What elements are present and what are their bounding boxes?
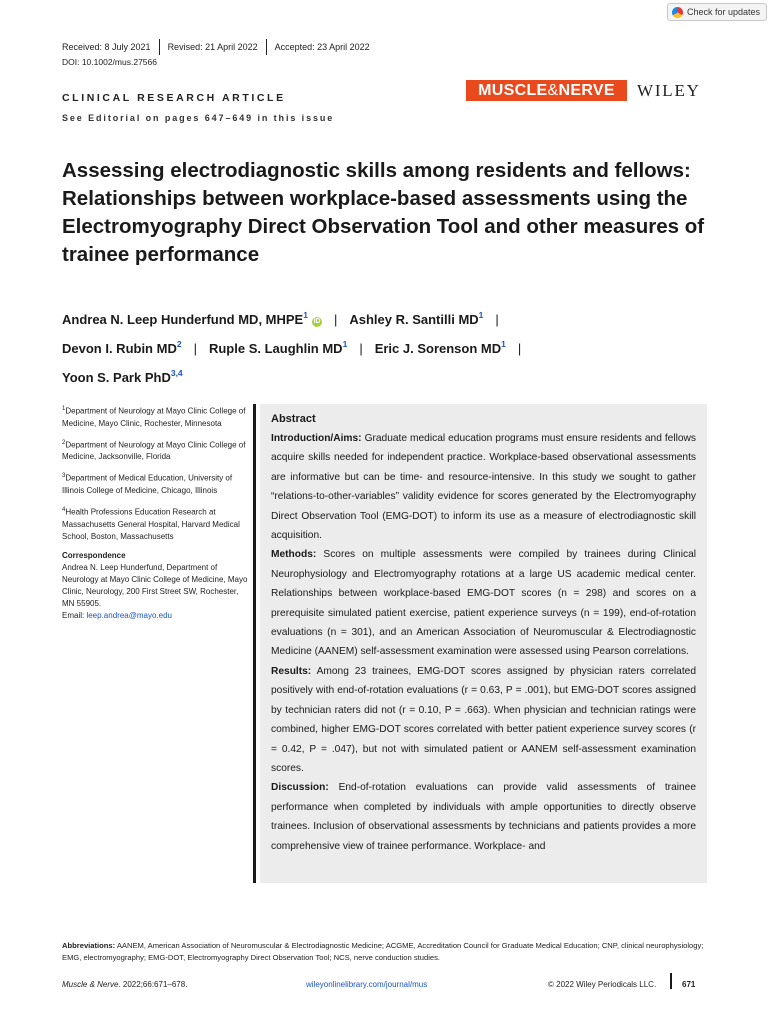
abstract-box — [260, 404, 707, 883]
abstract-section-text: Graduate medical education programs must ensure residents and fellows acquire skills needed for independent practice. Workplace-based observational assessments are informative but can be time- and resource-intensive. In this study we sought to gather “relations-to-other-variables” validity evidence for scores generated by the Electromyography Direct Observation Tool (EMG-DOT) to inform its use as a measure of electrodiagnostic skill acquisition. — [271, 433, 696, 542]
author-separator: | — [359, 341, 363, 356]
author-name[interactable]: Yoon S. Park PhD — [62, 370, 171, 385]
received-date: Received: 8 July 2021 — [62, 42, 151, 52]
footer-citation — [62, 980, 187, 989]
footer-volume: 2022;66:671–678. — [120, 980, 188, 989]
publisher-logo[interactable]: WILEY — [637, 81, 701, 100]
affiliation-text: Department of Medical Education, University of Illinois College of Medicine, Chicago, Illinois — [62, 473, 233, 495]
article-type: CLINICAL RESEARCH ARTICLE — [62, 92, 286, 104]
affiliation-text: Department of Neurology at Mayo Clinic College of Medicine, Mayo Clinic, Rochester, Minnesota — [62, 406, 246, 428]
abstract-section — [271, 662, 696, 778]
abstract-section-label: Discussion: — [271, 782, 329, 794]
affiliation-number: 3 — [62, 473, 66, 480]
correspondence-email-line — [62, 610, 248, 622]
abstract-section — [271, 429, 696, 545]
author-name[interactable]: Ashley R. Santilli MD — [349, 312, 479, 327]
footer-divider — [670, 973, 672, 989]
abbreviations-text: AANEM, American Association of Neuromuscular & Electrodiagnostic Medicine; ACGME, Accreditation Council for Graduate Medical Education; CNP, clinical neurophysiology; EMG, electromyography; EMG-DOT, Electromyography Direct Observation Tool; NCS, nerve conduction studies. — [62, 941, 704, 962]
author-affiliation[interactable]: 2 — [176, 339, 182, 349]
author-list — [62, 303, 722, 390]
journal-logo-part2: NERVE — [558, 82, 615, 99]
check-for-updates-button[interactable] — [667, 3, 767, 21]
author-affiliation[interactable]: 3,4 — [170, 368, 183, 378]
abstract-section-label: Methods: — [271, 549, 317, 561]
abstract-heading: Abstract — [271, 413, 316, 425]
affiliation-number: 4 — [62, 506, 66, 513]
author-separator: | — [495, 312, 499, 327]
article-dates — [62, 39, 370, 55]
check-for-updates-label: Check for updates — [687, 7, 761, 17]
abstract-section-label: Introduction/Aims: — [271, 433, 362, 444]
abstract-rule — [253, 404, 256, 883]
author-affiliation[interactable]: 1 — [478, 310, 484, 320]
affiliation-text: Health Professions Education Research at Massachusetts General Hospital, Harvard Medical School, Boston, Massachusetts — [62, 507, 240, 541]
author-name[interactable]: Andrea N. Leep Hunderfund MD, MHPE — [62, 312, 304, 327]
article-title: Assessing electrodiagnostic skills among residents and fellows: Relationships between workplace-based assessments using the Electromyography Direct Observation Tool and other measures of trainee performance — [62, 159, 705, 266]
correspondence-text: Andrea N. Leep Hunderfund, Department of Neurology at Mayo Clinic College of Medicine, Mayo Clinic, Neurology, 200 First Street SW, Rochester, MN 55905. — [62, 562, 248, 608]
abstract-section — [271, 778, 696, 856]
abstract-body — [271, 429, 696, 856]
author-name[interactable]: Devon I. Rubin MD — [62, 341, 177, 356]
email-link[interactable]: leep.andrea@mayo.edu — [86, 610, 172, 620]
abbreviations — [62, 940, 722, 964]
author-name[interactable]: Ruple S. Laughlin MD — [208, 341, 343, 356]
author-separator: | — [333, 312, 338, 327]
author-separator: | — [517, 341, 522, 356]
abstract-section-label: Results: — [271, 665, 312, 677]
orcid-icon[interactable]: iD — [313, 318, 321, 325]
journal-logo-amp: & — [547, 82, 559, 99]
affiliation-number: 1 — [62, 406, 66, 412]
date-divider — [159, 39, 160, 55]
author-affiliation[interactable]: 1 — [501, 339, 506, 349]
author-affiliation[interactable]: 1 — [303, 310, 308, 320]
editorial-note: See Editorial on pages 647–649 in this issue — [62, 113, 335, 123]
abbreviations-label: Abbreviations: — [62, 941, 116, 950]
journal-logo[interactable] — [466, 80, 627, 101]
abstract-section-text: Among 23 trainees, EMG-DOT scores assigned by physician raters correlated positively with end-of-rotation evaluations (r = 0.63, P = .001), but EMG-DOT scores assigned by technician raters did not (r = 0.10, P = .663). When physician and technician ratings were combined, higher EMG-DOT scores correlated with better patient experience survey scores (r = 0.42, P = .047), but not with simulated patient or AANEM self-assessment examination scores. — [271, 665, 696, 774]
affiliation-item — [62, 437, 248, 464]
date-divider — [266, 39, 267, 55]
accepted-date: Accepted: 23 April 2022 — [274, 42, 370, 52]
page-number: 671 — [682, 980, 696, 989]
footer-copyright: © 2022 Wiley Periodicals LLC. — [548, 980, 657, 989]
crossmark-icon — [672, 7, 683, 18]
doi[interactable]: DOI: 10.1002/mus.27566 — [62, 57, 157, 67]
author-name[interactable]: Eric J. Sorenson MD — [374, 341, 502, 356]
affiliation-number: 2 — [62, 439, 66, 446]
affiliation-item — [62, 470, 248, 497]
author-separator: | — [193, 341, 197, 356]
abstract-section — [271, 545, 696, 661]
journal-logo-part1: MUSCLE — [478, 82, 548, 99]
footer-journal: Muscle & Nerve. — [62, 980, 121, 989]
email-label: Email: — [62, 610, 87, 620]
affiliation-item — [62, 403, 248, 430]
affiliations — [62, 403, 248, 622]
footer-url-link[interactable]: wileyonlinelibrary.com/journal/mus — [306, 980, 428, 989]
abstract-section-text: Scores on multiple assessments were compiled by trainees during Clinical Neurophysiology and Electromyography rotations at a large US academic medical center. Relationships between workplace-based EMG-DOT scores (n = 298) and scores on a prerequisite simulated patient exercise, patient experience surveys (n = 199), end-of-rotation evaluations (n = 301), and an American Association of Neuromuscular & Electrodiagnostic Medicine (AANEM) self-assessment examination were assessed using Pearson correlations. — [271, 549, 696, 658]
revised-date: Revised: 21 April 2022 — [167, 42, 258, 52]
affiliation-item — [62, 504, 248, 543]
correspondence-heading: Correspondence — [62, 550, 126, 560]
author-affiliation[interactable]: 1 — [342, 339, 348, 349]
abstract-section-text: End-of-rotation evaluations can provide valid assessments of trainee performance when completed by individuals with ample opportunities to directly observe trainees. Inclusion of observational assessments by technicians and patients provides a more comprehensive view of trainee performance. Workplace- and — [271, 782, 696, 852]
affiliation-text: Department of Neurology at Mayo Clinic College of Medicine, Jacksonville, Florida — [62, 440, 246, 462]
